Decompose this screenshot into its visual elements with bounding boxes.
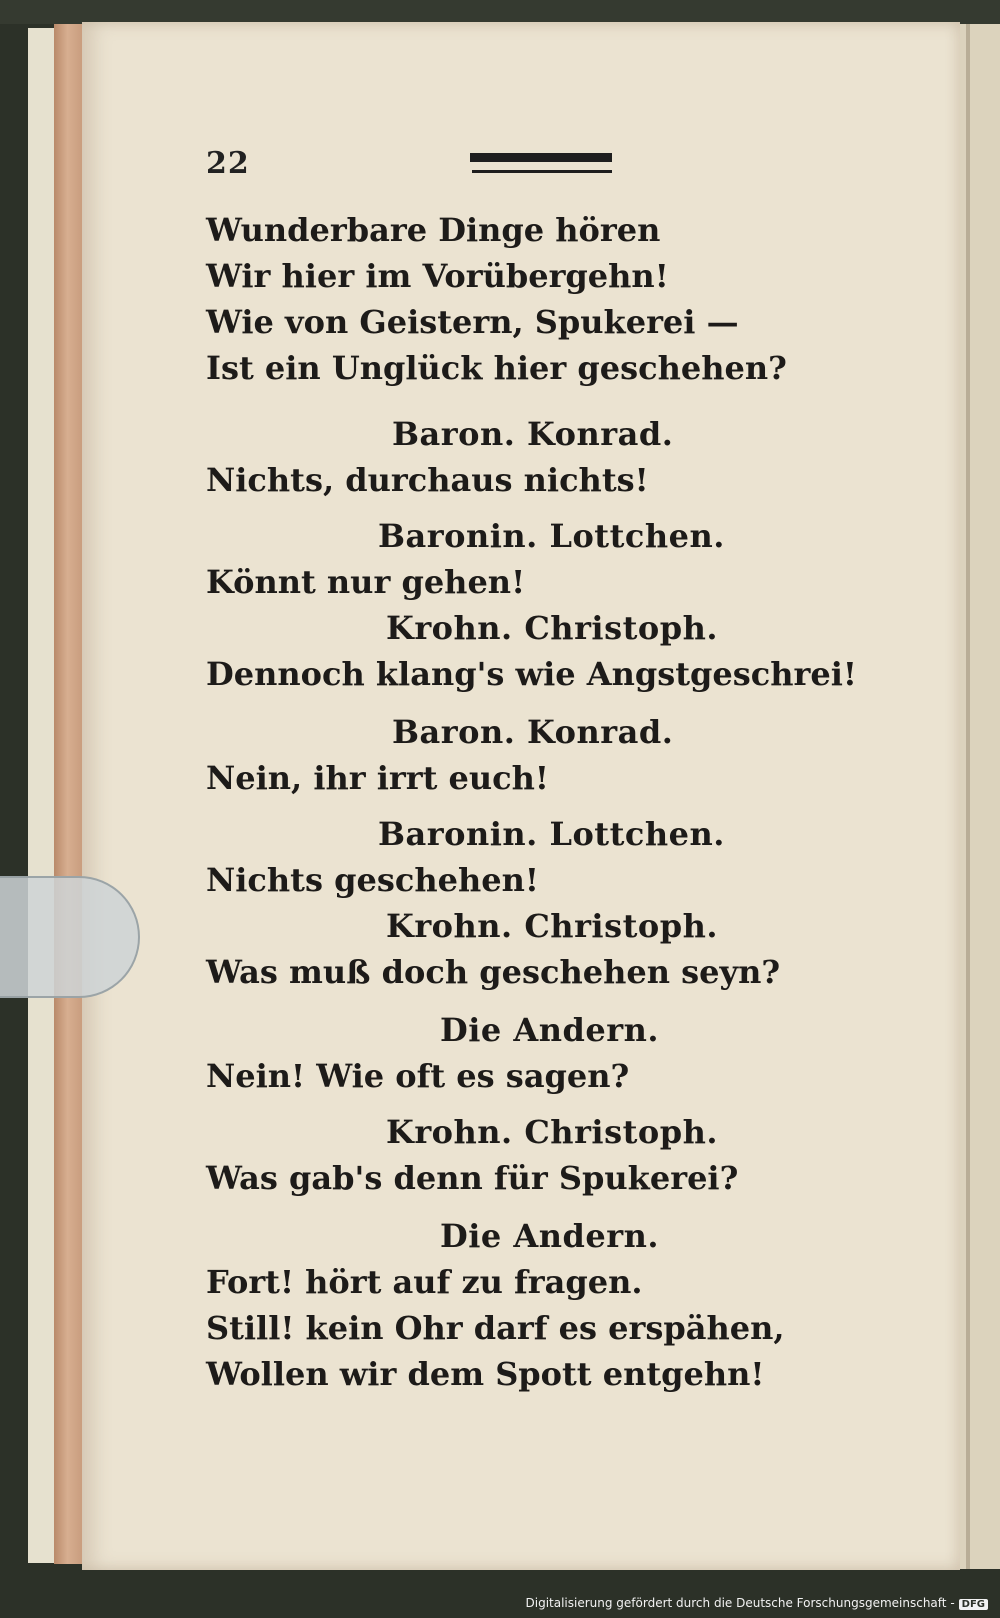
text-line: Nichts, durchaus nichts! xyxy=(206,461,649,499)
text-line: Wir hier im Vorübergehn! xyxy=(206,257,669,295)
text-line: Wollen wir dem Spott entgehn! xyxy=(206,1355,765,1393)
credit-text: Digitalisierung gefördert durch die Deutsche Forschungsgemeinschaft - xyxy=(525,1596,955,1610)
speaker-line: Baronin. Lottchen. xyxy=(378,517,725,555)
text-line: Nein, ihr irrt euch! xyxy=(206,759,549,797)
speaker-line: Die Andern. xyxy=(440,1011,659,1049)
text-line: Wunderbare Dinge hören xyxy=(206,211,661,249)
speaker-line: Krohn. Christoph. xyxy=(386,907,718,945)
speaker-line: Baron. Konrad. xyxy=(392,713,674,751)
text-line: Ist ein Unglück hier geschehen? xyxy=(206,349,787,387)
scan-background xyxy=(0,0,1000,24)
speaker-line: Die Andern. xyxy=(440,1217,659,1255)
dfg-logo: DFG xyxy=(959,1599,988,1610)
text-line: Still! kein Ohr darf es erspähen, xyxy=(206,1309,785,1347)
text-line: Was gab's denn für Spukerei? xyxy=(206,1159,739,1197)
page-gutter-right xyxy=(966,24,970,1569)
text-line: Könnt nur gehen! xyxy=(206,563,526,601)
header-rule-thick xyxy=(470,153,612,162)
page-edge xyxy=(54,24,84,1564)
text-line: Fort! hört auf zu fragen. xyxy=(206,1263,643,1301)
speaker-line: Krohn. Christoph. xyxy=(386,609,718,647)
speaker-line: Baron. Konrad. xyxy=(392,415,674,453)
text-line: Nichts geschehen! xyxy=(206,861,539,899)
page-number: 22 xyxy=(206,146,250,181)
underlying-pages-right xyxy=(958,24,1000,1569)
digitization-credit xyxy=(0,1596,1000,1618)
text-line: Dennoch klang's wie Angstgeschrei! xyxy=(206,655,857,693)
page-clip xyxy=(0,876,140,998)
text-line: Wie von Geistern, Spukerei — xyxy=(206,303,739,341)
speaker-line: Baronin. Lottchen. xyxy=(378,815,725,853)
speaker-line: Krohn. Christoph. xyxy=(386,1113,718,1151)
header-rule-thin xyxy=(472,170,612,173)
text-line: Was muß doch geschehen seyn? xyxy=(206,953,781,991)
text-line: Nein! Wie oft es sagen? xyxy=(206,1057,630,1095)
